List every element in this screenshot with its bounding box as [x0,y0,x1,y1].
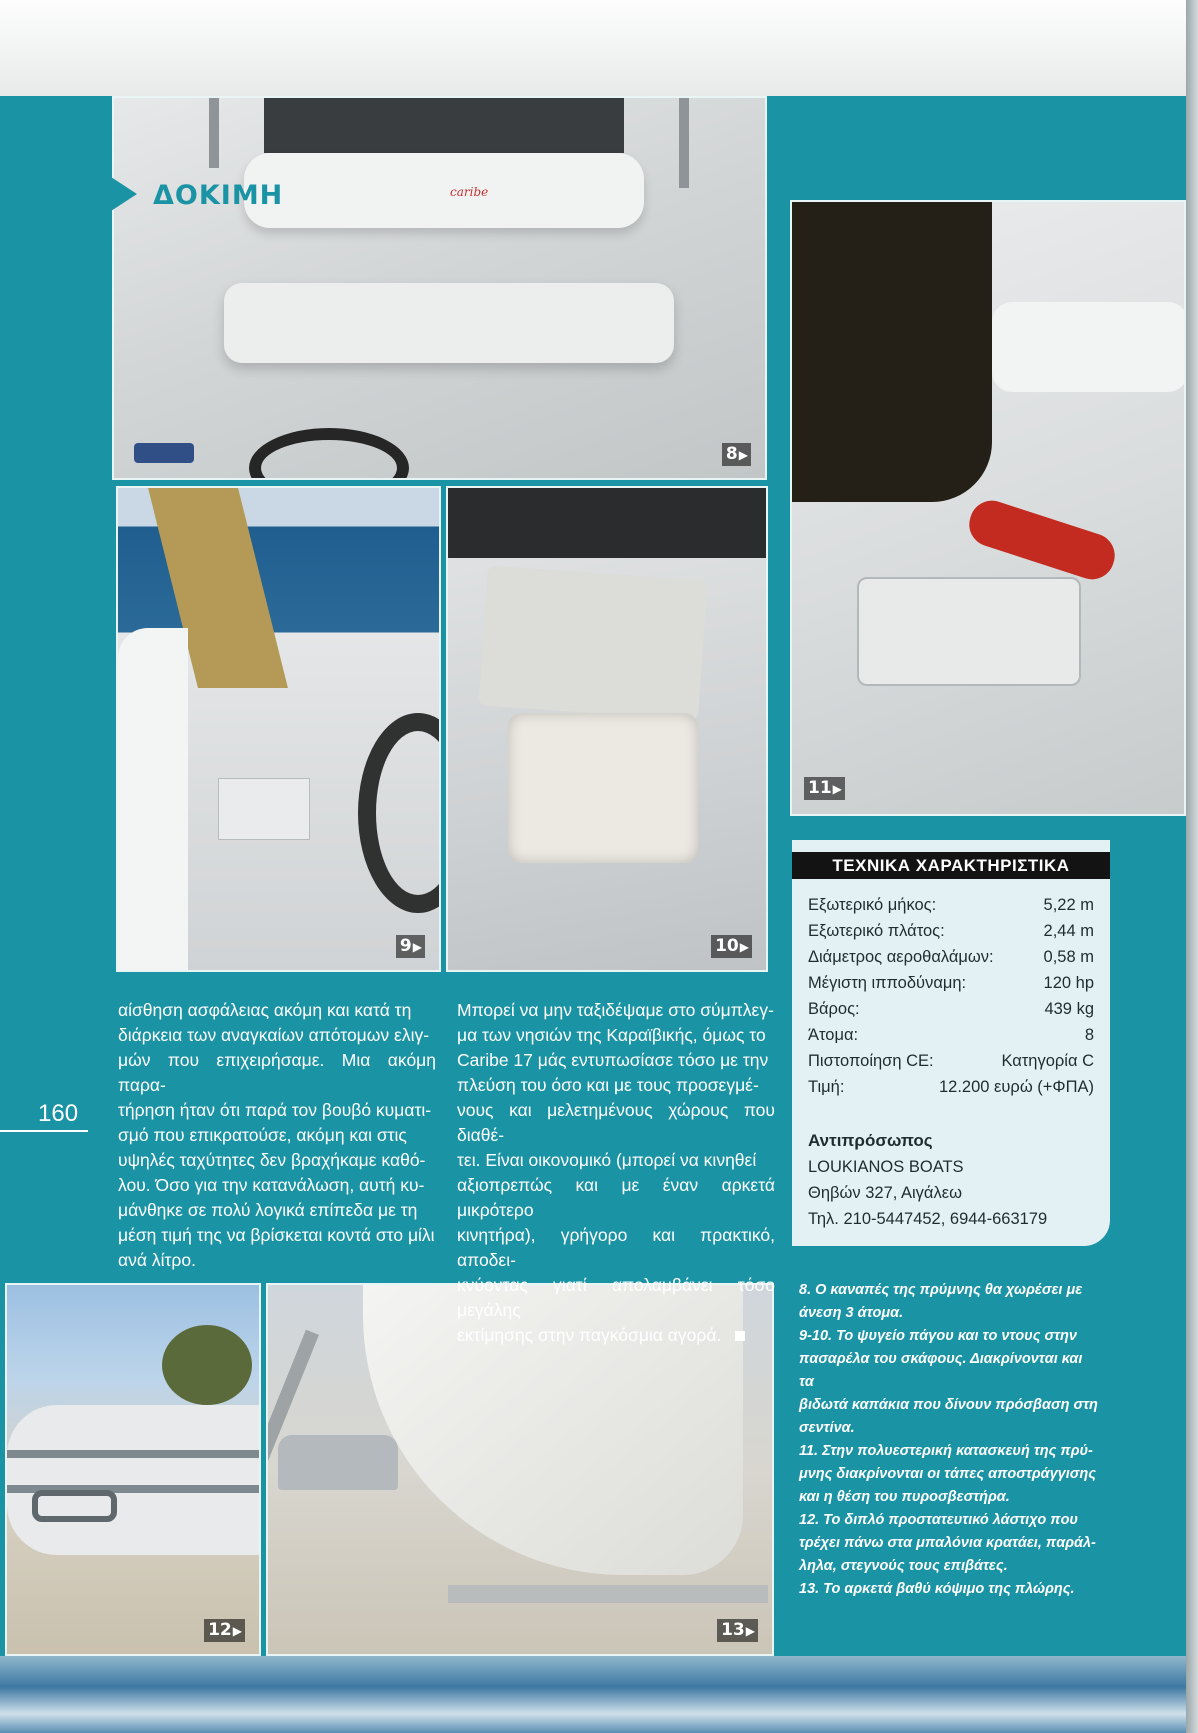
body-line: τήρηση ήταν ότι παρά τον βουβό κυματι- [118,1100,432,1120]
dealer-title: Αντιπρόσωπος [808,1131,933,1150]
grab-handle [32,1490,117,1522]
body-line [457,1323,775,1348]
dark-top [448,488,768,558]
spec-value: 5,22 m [1043,896,1094,914]
spec-label: Εξωτερικό μήκος: [808,896,937,914]
caption-line: σεντίνα. [799,1420,855,1436]
caption-line: μνης διακρίνονται οι τάπες αποστράγγισης [799,1466,1096,1482]
fire-extinguisher [964,495,1121,585]
body-line: μάνθηκε σε πολύ λογικά επίπεδα με τη [118,1200,418,1220]
body-line: λου. Όσο για την κατανάλωση, αυτή κυ- [118,1175,425,1195]
spec-row [808,894,1094,916]
photo-9 [116,486,441,972]
spec-value: 8 [1084,1026,1094,1044]
sea-spray-strip [0,1656,1198,1733]
spec-label: Άτομα: [808,1026,859,1044]
section-arrow-icon [111,177,137,211]
body-column-2 [457,998,775,1348]
rub-strake-1 [7,1450,261,1458]
body-line: νους και μελετημένους χώρους που διαθέ- [457,1100,775,1145]
caption-line: άνεση 3 άτομα. [799,1305,904,1321]
stern-cushion [244,153,644,228]
storage-hatch [857,577,1081,686]
photo-number: 13 ▶ [717,1619,758,1642]
caption-line: ληλα, στεγνούς τους επιβάτες. [799,1558,1008,1574]
tube [7,1405,261,1555]
body-line: μα των νησιών της Καραϊβικής, όμως το [457,1025,766,1045]
photo-number: 8 ▶ [722,443,751,466]
body-line: τει. Είναι οικονομικό (μπορεί να κινηθεί [457,1150,757,1170]
body-line: μών που επιχειρήσαμε. Μια ακόμη παρα- [118,1050,436,1095]
photo-number: 11 ▶ [804,777,845,800]
page-number: 160 [38,1100,79,1127]
caption-line: τρέχει πάνω στα μπαλόνια κρατάει, παράλ- [799,1535,1096,1551]
spec-row [808,946,1094,968]
photo-number: 9 ▶ [396,935,425,958]
body-column-1 [118,998,436,1273]
body-line: αίσθηση ασφάλειας ακόμη και κατά τη [118,1000,412,1020]
body-line: αξιοπρεπώς και με έναν αρκετά μικρότερο [457,1175,775,1220]
dealer-name: LOUKIANOS BOATS [808,1158,964,1176]
throttle-handle [134,443,194,463]
spec-label: Τιμή: [808,1078,845,1096]
caption-line: πασαρέλα του σκάφους. Διακρίνονται και τα [799,1351,1083,1390]
page-top-margin [0,0,1198,96]
caption-line: και η θέση του πυροσβεστήρα. [799,1489,1010,1505]
rail-left [209,98,219,168]
body-line: κνύοντας γιατί απολαμβάνει τόσο μεγάλης [457,1275,775,1320]
body-line-text: εκτίμησης στην παγκόσμια αγορά. [457,1325,722,1345]
winch-chain [266,1330,319,1521]
body-line: διάρκεια των αναγκαίων απότομων ελιγ- [118,1025,430,1045]
page-number-rule [0,1130,88,1132]
spec-row [808,972,1094,994]
caption-line: 9-10. Το ψυγείο πάγου και το ντους στην [799,1328,1077,1344]
body-line: υψηλές ταχύτητες δεν βραχήκαμε καθό- [118,1150,426,1170]
body-line: Caribe 17 μάς εντυπωσίασε τόσο με την [457,1050,769,1070]
photo-number: 10 ▶ [711,935,752,958]
dealer-address: Θηβών 327, Αιγάλεω [808,1184,962,1202]
spec-value: 439 kg [1044,1000,1094,1018]
caribe-logo: caribe [450,185,489,199]
caption-line: 8. Ο καναπές της πρύμνης θα χωρέσει με [799,1282,1083,1298]
spec-value: 0,58 m [1043,948,1094,966]
caption-line: 12. Το διπλό προστατευτικό λάστιχο που [799,1512,1079,1528]
person-leg [792,202,992,502]
section-label: ΔΟΚΙΜΗ [153,180,284,211]
caption-line: 11. Στην πολυεστερική κατασκευή της πρύ- [799,1443,1093,1459]
spec-label: Διάμετρος αεροθαλάμων: [808,948,994,966]
ice-box [508,713,698,863]
spec-row [808,920,1094,942]
tree [162,1325,252,1405]
specs-title: ΤΕΧΝΙΚΑ ΧΑΡΑΚΤΗΡΙΣΤΙΚΑ [792,852,1110,879]
car [278,1435,398,1490]
spec-label: Εξωτερικό πλάτος: [808,922,945,940]
seat-cushion [224,283,674,363]
spec-label: Πιστοποίηση CE: [808,1052,934,1070]
console-wheel [358,713,441,913]
page-fold-shadow [1186,0,1198,1733]
spec-value: 12.200 ευρώ (+ΦΠΑ) [939,1078,1094,1096]
photo-10 [446,486,768,972]
spec-value: 2,44 m [1043,922,1094,940]
spec-label: Μέγιστη ιπποδύναμη: [808,974,967,992]
body-line: πλεύση του όσο και με τους προσεγμέ- [457,1075,759,1095]
photo-8 [112,96,767,480]
steering-wheel [249,428,409,480]
spec-row [808,1024,1094,1046]
trailer-frame [448,1585,768,1603]
ice-box-lid [478,565,707,720]
caption-line: 13. Το αρκετά βαθύ κόψιμο της πλώρης. [799,1581,1075,1597]
spec-label: Βάρος: [808,1000,860,1018]
spec-value: Κατηγορία C [1001,1052,1094,1070]
spec-row [808,998,1094,1020]
caption-line: βιδωτά καπάκια που δίνουν πρόσβαση στη [799,1397,1098,1413]
photo-captions [799,1279,1100,1601]
photo-number: 12 ▶ [204,1619,245,1642]
side-cushion [992,302,1186,392]
tube-left [118,628,188,972]
body-line: μέση τιμή της να βρίσκεται κοντά στο μίλι [118,1225,435,1245]
body-line: Μπορεί να μην ταξιδέψαμε στο σύμπλεγ- [457,1000,774,1020]
dealer-phone: Τηλ. 210-5447452, 6944-663179 [808,1210,1048,1228]
spec-row [808,1076,1094,1098]
body-line: σμό που επικρατούσε, ακόμη και στις [118,1125,407,1145]
photo-12 [5,1283,261,1656]
body-line: ανά λίτρο. [118,1250,196,1270]
end-of-article-mark [735,1331,745,1341]
rail-right [679,98,689,188]
shower-panel [218,778,310,840]
body-line: κινητήρα), γρήγορο και πρακτικό, αποδει- [457,1225,775,1270]
photo-11 [790,200,1186,816]
spec-value: 120 hp [1043,974,1094,992]
spec-row [808,1050,1094,1072]
engine-area [264,98,624,153]
